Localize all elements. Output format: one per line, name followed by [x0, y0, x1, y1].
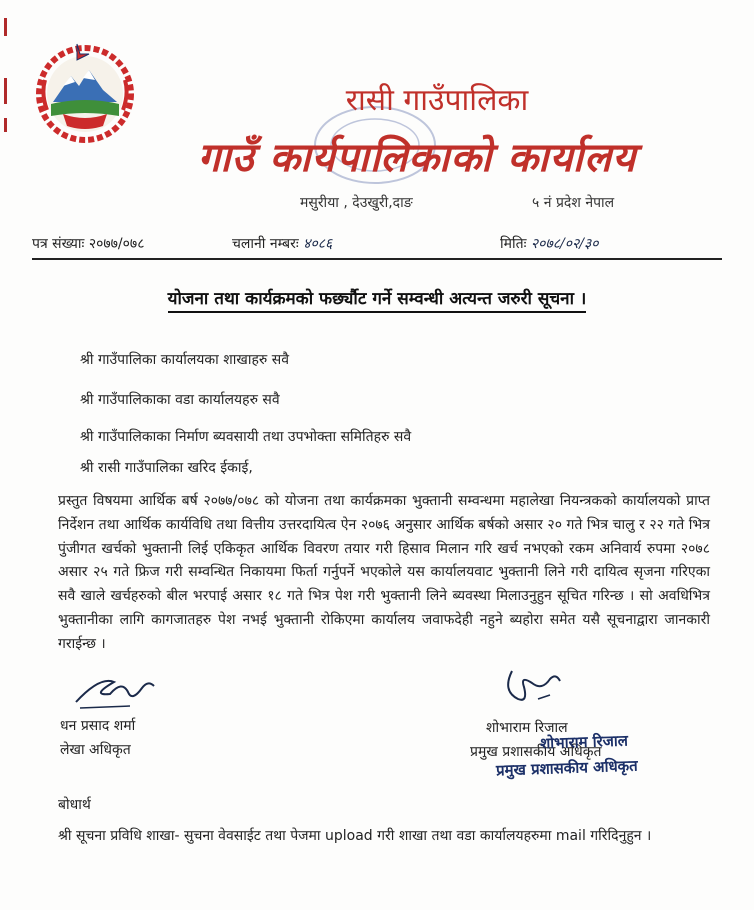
office-name: गाउँ कार्यपालिकाको कार्यालय: [197, 134, 637, 181]
accounts-officer-signature: [70, 672, 160, 714]
dispatch-number-value: ४०८६: [303, 236, 333, 252]
accounts-officer-title: लेखा अधिकृत: [60, 742, 131, 758]
header-divider: [32, 258, 722, 260]
letter-number: [32, 234, 145, 253]
edge-mark: [4, 118, 7, 132]
letter-date-value: २०७८/०२/३०: [530, 236, 599, 252]
notice-body: प्रस्तुत विषयमा आर्थिक बर्ष २०७७/०७८ को योजना तथा कार्यक्रमका भुक्तानी सम्वन्धमा महालेखा नियन्त्रकको कार्यालयको प्राप्त निर्देशन तथा आर्थिक कार्यविधि तथा वित्तीय उत्तरदायित्व ऐन २०७६ अनुसार आर्थिक बर्षको असार २० गते भित्र चालु र २२ गते भित्र पुंजीगत खर्चको भुक्तानी लिई एकिकृत आर्थिक विवरण तयार गरी हिसाव मिलान गरि खर्च नभएको रकम अनिवार्य रुपमा २०७८ असार २५ गते फ्रिज गरी सम्वन्धित निकायमा फिर्ता गर्नुपर्ने भएकोले यस कार्यालयवाट भुक्तानी लिने गरी दायित्व सृजना गरिएका सवै खाले खर्चहरुको बील भरपाई असार १८ गते भित्र पेश गरी भुक्तानी लिने ब्यवस्था मिलाउनुहुन सूचित गरिन्छ । सो अवधिभित्र भुक्तानीका लागि कागजातहरु पेश नभई भुक्तानी रोकिएमा कार्यालय जवाफदेही नहुने ब्यहोरा समेत यसै सूचनाद्वारा जानकारी गराईन्छ ।: [58, 493, 710, 652]
letter-date: [500, 234, 599, 253]
accounts-officer-name: धन प्रसाद शर्मा: [60, 718, 136, 734]
dispatch-number: [232, 234, 332, 253]
cc-instruction: श्री सूचना प्रविधि शाखा- सुचना वेवसाईट तथा पेजमा upload गरी शाखा तथा वडा कार्यालयहरुमा mail गरिदिनुहुन ।: [58, 828, 652, 844]
recipient-line: श्री गाउँपालिका कार्यालयका शाखाहरु सवै: [80, 352, 289, 368]
cao-stamp-title: प्रमुख प्रशासकीय अधिकृत: [495, 756, 639, 780]
cao-title: प्रमुख प्रशासकीय अधिकृत: [470, 744, 602, 760]
cao-name: शोभाराम रिजाल: [486, 720, 568, 736]
office-address: मसुरीया , देउखुरी,दाङ: [300, 195, 413, 211]
notice-subject: [0, 286, 754, 309]
recipient-line: श्री गाउँपालिकाका वडा कार्यालयहरु सवै: [80, 392, 280, 408]
cao-stamp-name: शोभाराम रिजाल: [539, 731, 629, 753]
edge-mark: [4, 78, 7, 104]
letter-date-label: मितिः: [500, 236, 527, 252]
municipality-name: रासी गाउँपालिका: [345, 83, 529, 118]
recipient-line: श्री गाउँपालिकाका निर्माण ब्यवसायी तथा उपभोक्ता समितिहरु सवै: [80, 429, 412, 445]
province-label: ५ नं प्रदेश नेपाल: [532, 195, 615, 211]
letter-number-label: पत्र संख्याः: [32, 236, 85, 252]
bodhartha-label: बोधार्थ: [58, 797, 91, 813]
dispatch-number-label: चलानी नम्बरः: [232, 236, 299, 252]
edge-mark: [4, 18, 7, 36]
letter-number-value: २०७७/०७८: [88, 236, 145, 252]
notice-subject-text: योजना तथा कार्यक्रमको फर्छ्यौट गर्ने सम्वन्धी अत्यन्त जरुरी सूचना ।: [168, 289, 587, 313]
cao-signature: [498, 665, 568, 711]
recipient-line: श्री रासी गाउँपालिका खरिद ईकाई,: [80, 460, 253, 476]
